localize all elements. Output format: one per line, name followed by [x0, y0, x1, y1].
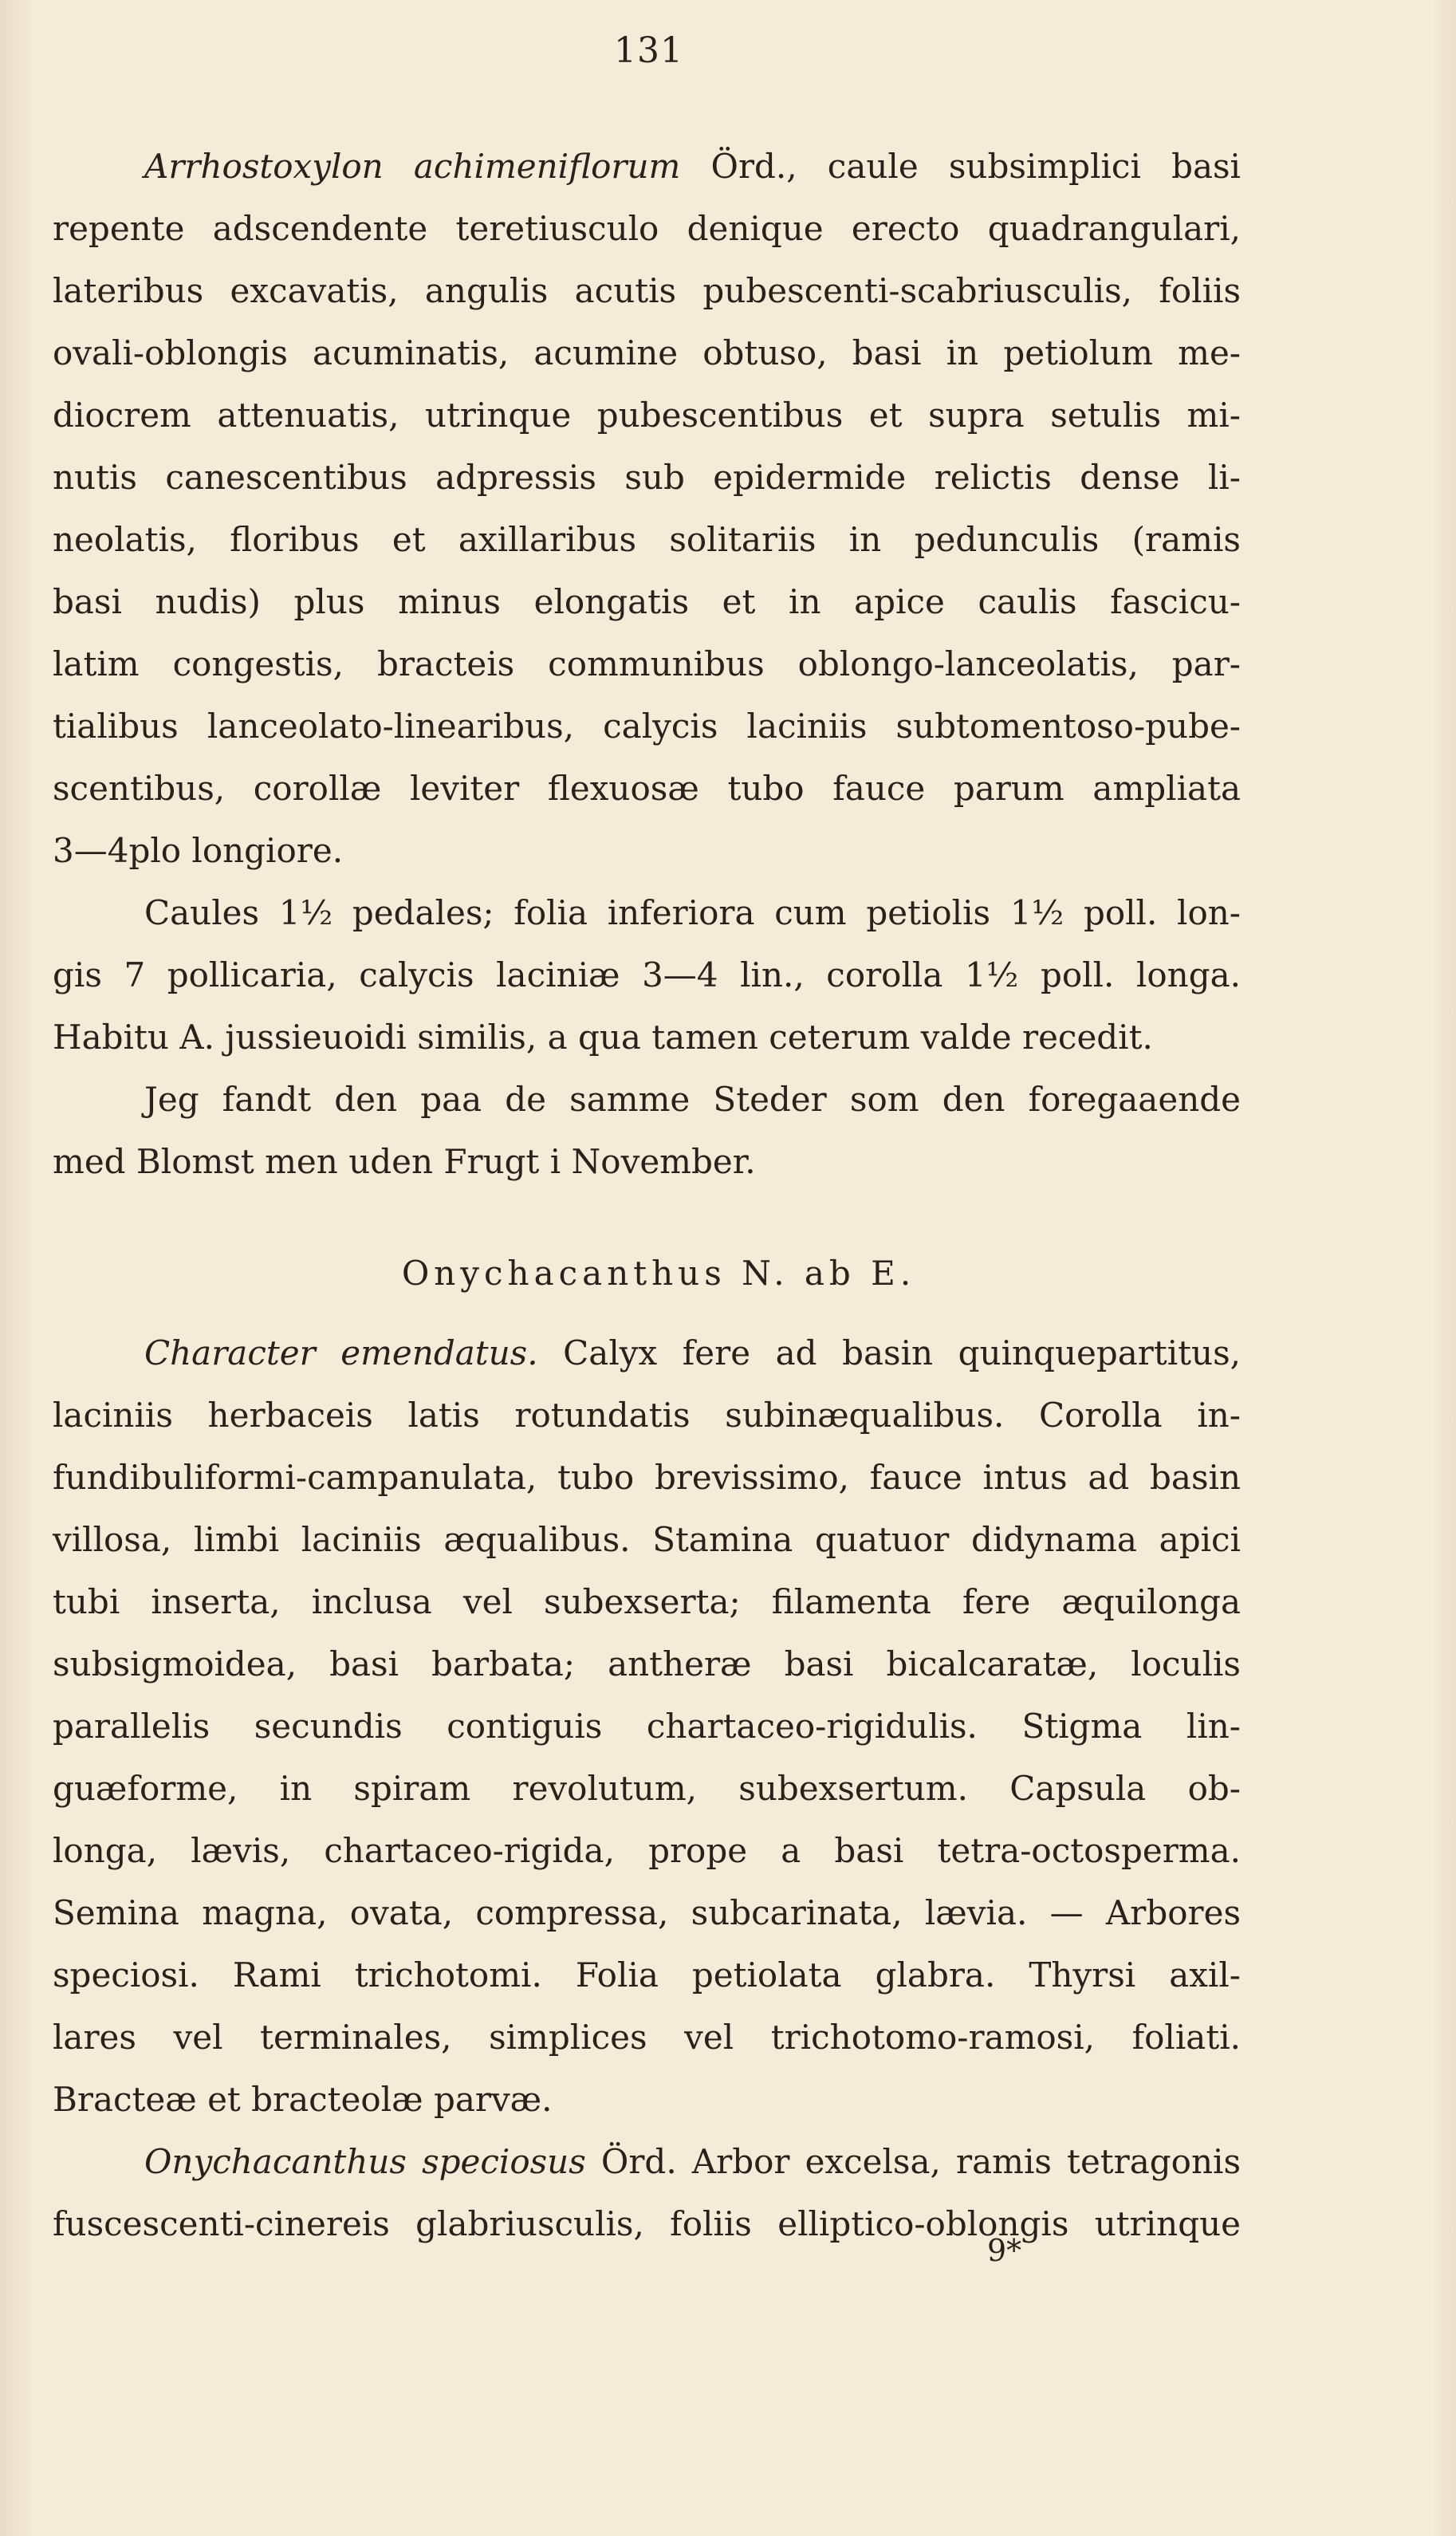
text-line: parallelis secundis contiguis chartaceo-rigidulis. Stigma lin-	[53, 1707, 1241, 1746]
paragraph-danish-note	[53, 1069, 1241, 1193]
text-line: Jeg fandt den paa de samme Steder som den foregaaende	[144, 1080, 1241, 1119]
text-line: laciniis herbaceis latis rotundatis subinæqualibus. Corolla in-	[53, 1396, 1241, 1435]
text-line: tubi inserta, inclusa vel subexserta; filamenta fere æquilonga	[53, 1582, 1241, 1621]
text-line: Character emendatus. Calyx fere ad basin quinquepartitus,	[144, 1333, 1241, 1372]
taxon-name: Onychacanthus speciosus	[144, 2142, 586, 2181]
text-line: fuscescenti-cinereis glabriusculis, foliis elliptico-oblongis utrinque	[53, 2204, 1241, 2243]
text-line: villosa, limbi laciniis æqualibus. Stamina quatuor didynama apici	[53, 1520, 1241, 1559]
text-line: subsigmoidea, basi barbata; antheræ basi bicalcaratæ, loculis	[53, 1644, 1241, 1683]
paragraph-character-emendatus	[53, 1322, 1241, 2131]
page-number: 131	[614, 30, 683, 71]
paragraph-measurements	[53, 882, 1241, 1069]
text-line: basi nudis) plus minus elongatis et in apice caulis fascicu-	[53, 582, 1241, 621]
text-line: diocrem attenuatis, utrinque pubescentibus et supra setulis mi-	[53, 396, 1241, 435]
section-label: Character emendatus.	[144, 1333, 538, 1372]
text-line: repente adscendente teretiusculo denique erecto quadrangulari,	[53, 209, 1241, 248]
text-line: 3—4plo longiore.	[53, 831, 344, 870]
text-line: scentibus, corollæ leviter flexuosæ tubo fauce parum ampliata	[53, 769, 1241, 808]
paragraph-onychacanthus-speciosus	[53, 2131, 1241, 2255]
text-line: latim congestis, bracteis communibus oblongo-lanceolatis, par-	[53, 644, 1241, 683]
text-line: speciosi. Rami trichotomi. Folia petiolata glabra. Thyrsi axil-	[53, 1955, 1241, 1995]
genus-heading: Onychacanthus N. ab E.	[401, 1254, 916, 1293]
text-line: Caules 1½ pedales; folia inferiora cum petiolis 1½ poll. lon-	[144, 893, 1241, 932]
text-line: gis 7 pollicaria, calycis laciniæ 3—4 lin., corolla 1½ poll. longa.	[53, 955, 1241, 994]
text-line: ovali-oblongis acuminatis, acumine obtuso, basi in petiolum me-	[53, 333, 1241, 372]
taxon-name: Arrhostoxylon achimeniflorum	[144, 147, 681, 186]
text-line: fundibuliformi-campanulata, tubo brevissimo, fauce intus ad basin	[53, 1458, 1241, 1497]
text-line: nutis canescentibus adpressis sub epidermide relictis dense li-	[53, 458, 1241, 497]
page-body	[53, 136, 1241, 2255]
text-line: Arrhostoxylon achimeniflorum Örd., caule subsimplici basi	[144, 147, 1241, 186]
text-line: lares vel terminales, simplices vel trichotomo-ramosi, foliati.	[53, 2018, 1241, 2057]
paragraph-arrhostoxylon	[53, 136, 1241, 882]
text-line: neolatis, floribus et axillaribus solitariis in pedunculis (ramis	[53, 520, 1241, 559]
text-line: Onychacanthus speciosus Örd. Arbor excelsa, ramis tetragonis	[144, 2142, 1241, 2181]
text-line: med Blomst men uden Frugt i November.	[53, 1142, 756, 1181]
text-line: longa, lævis, chartaceo-rigida, prope a basi tetra-octosperma.	[53, 1831, 1241, 1870]
text-line: lateribus excavatis, angulis acutis pubescenti-scabriusculis, foliis	[53, 271, 1241, 310]
text-line: Habitu A. jussieuoidi similis, a qua tamen ceterum valde recedit.	[53, 1018, 1153, 1057]
text-line: Bracteæ et bracteolæ parvæ.	[53, 2080, 553, 2119]
text-line: tialibus lanceolato-linearibus, calycis laciniis subtomentoso-pube-	[53, 707, 1241, 746]
text-line: Semina magna, ovata, compressa, subcarinata, lævia. — Arbores	[53, 1893, 1241, 1932]
signature-mark: 9*	[987, 2233, 1022, 2268]
text-line: guæforme, in spiram revolutum, subexsertum. Capsula ob-	[53, 1769, 1241, 1808]
